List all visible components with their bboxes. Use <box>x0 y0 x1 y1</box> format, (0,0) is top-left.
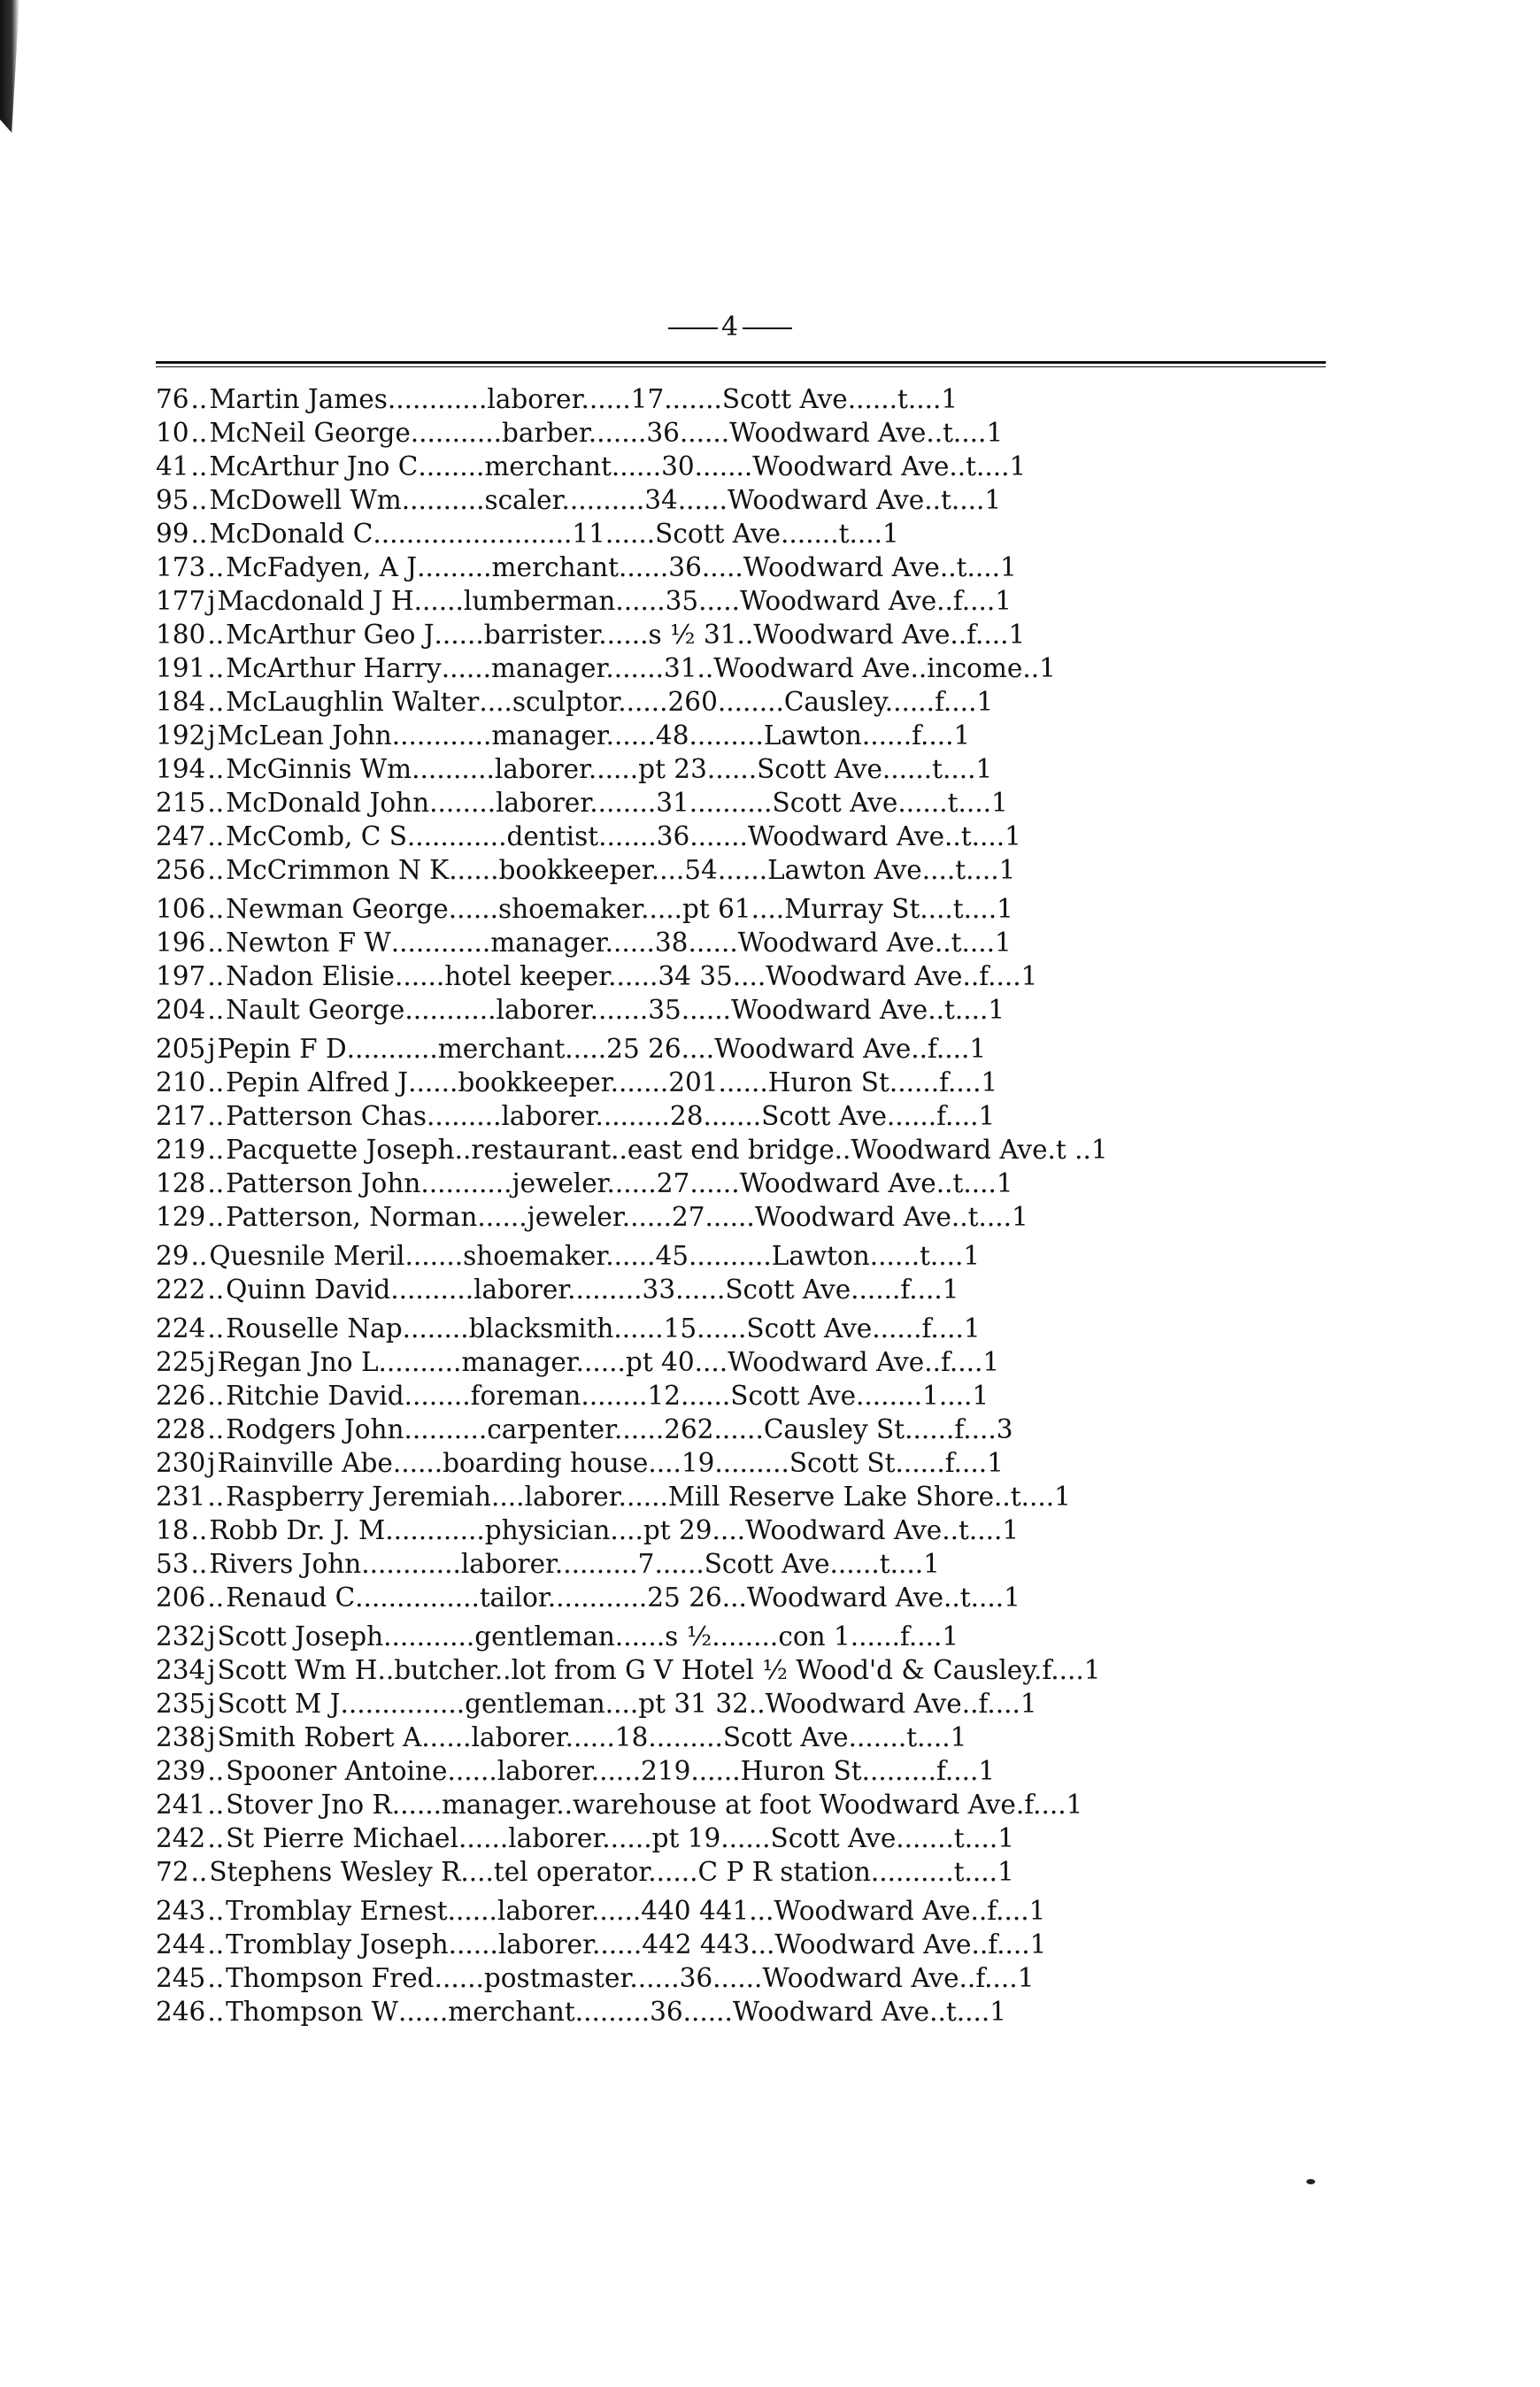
scan-speck <box>1306 2179 1315 2184</box>
entry-details-text: ......manager..warehouse at foot Woodward Ave.f....1 <box>391 1790 1083 1820</box>
entry-details-text: ......laborer......440 441...Woodward Ave..f....1 <box>447 1896 1046 1926</box>
entry-number: 41 <box>156 451 189 481</box>
entry-name: Pepin Alfred J <box>226 1067 409 1097</box>
entry-details-text: ......bookkeeper.......201......Huron St......f....1 <box>408 1067 998 1097</box>
entry-separator: .. <box>190 485 208 515</box>
entry-number: 234 <box>156 1655 206 1685</box>
entry-separator: .. <box>207 788 225 818</box>
entry-number: 72 <box>156 1857 189 1887</box>
entry-details <box>411 416 1333 450</box>
entry-details <box>447 1754 1333 1788</box>
entry-details <box>412 752 1333 786</box>
directory-entry <box>156 1200 1333 1234</box>
entry-separator: .. <box>207 1381 225 1411</box>
entry-details <box>391 926 1333 959</box>
directory-entry <box>156 450 1333 483</box>
entry-details <box>479 685 1333 719</box>
entry-name: McGinnis Wm <box>226 754 412 784</box>
entry-number: 217 <box>156 1101 206 1131</box>
directory-entry <box>156 993 1333 1027</box>
entry-name: Spooner Antoine <box>226 1756 448 1786</box>
directory-entry <box>156 1345 1333 1379</box>
entry-separator: j <box>207 1347 216 1377</box>
entry-details-text: ......bookkeeper....54......Lawton Ave....t....1 <box>449 855 1016 885</box>
entry-details-text: ......merchant.........36......Woodward Ave..t....1 <box>397 1997 1006 2027</box>
entry-details <box>442 651 1333 685</box>
entry-details <box>491 1480 1333 1513</box>
entry-details <box>377 1653 1333 1687</box>
entry-name: St Pierre Michael <box>226 1823 458 1853</box>
entry-separator: .. <box>190 418 208 448</box>
entry-details <box>435 618 1333 651</box>
entry-details-text: ............laborer......17.......Scott Ave......t....1 <box>387 384 959 414</box>
page-number-text: 4 <box>720 312 740 343</box>
entry-details <box>379 1345 1333 1379</box>
entry-details-text: ..........scaler..........34......Woodward Ave..t....1 <box>401 485 1002 515</box>
directory-entry <box>156 1894 1333 1928</box>
entry-details <box>455 1133 1333 1167</box>
entry-details-text: ...............gentleman....pt 31 32..Woodward Ave..f....1 <box>340 1689 1037 1719</box>
entry-name: Rouselle Nap <box>226 1313 403 1344</box>
entry-number: 235 <box>156 1689 206 1719</box>
entry-details-text: ............laborer..........7......Scott Ave......t....1 <box>361 1549 940 1579</box>
entry-details <box>373 517 1333 551</box>
entry-details-text: ........laborer........31..........Scott Ave......t....1 <box>429 788 1008 818</box>
directory-entry <box>156 786 1333 820</box>
directory-entry <box>156 685 1333 719</box>
directory-entry <box>156 1995 1333 2029</box>
entry-separator: .. <box>207 1313 225 1344</box>
entry-details-text: .........merchant......36.....Woodward Ave..t....1 <box>417 552 1017 582</box>
entry-separator: j <box>207 1034 216 1064</box>
entry-separator: .. <box>190 1857 208 1887</box>
directory-entry <box>156 1413 1333 1446</box>
entry-details <box>347 1032 1333 1066</box>
entry-details <box>407 820 1333 853</box>
entry-number: 215 <box>156 788 206 818</box>
entry-name: Martin James <box>209 384 388 414</box>
directory-entry <box>156 1273 1333 1306</box>
entry-details-text: ......lumberman......35.....Woodward Ave..f....1 <box>413 586 1013 616</box>
directory-entry <box>156 1133 1333 1167</box>
entry-separator: .. <box>207 821 225 851</box>
directory-entry <box>156 1687 1333 1721</box>
entry-name: McLaughlin Walter <box>226 687 480 717</box>
directory-entry <box>156 1239 1333 1273</box>
entry-details-text: ...........merchant.....25 26....Woodward Ave..f....1 <box>346 1034 987 1064</box>
directory-entry <box>156 1312 1333 1345</box>
entry-separator: .. <box>207 1896 225 1926</box>
entry-separator: .. <box>207 754 225 784</box>
directory-listing <box>156 382 1333 2029</box>
entry-number: 206 <box>156 1582 206 1613</box>
directory-entry <box>156 1513 1333 1547</box>
entry-number: 246 <box>156 1997 206 2027</box>
entry-number: 242 <box>156 1823 206 1853</box>
entry-details-text: .........laborer.........28.......Scott Ave......f....1 <box>427 1101 996 1131</box>
entry-details <box>392 1788 1333 1821</box>
entry-details-text: ......barrister......s ½ 31..Woodward Ave..f....1 <box>434 620 1026 650</box>
entry-name: Robb Dr. J. M <box>209 1515 386 1545</box>
directory-entry <box>156 1066 1333 1099</box>
entry-separator: .. <box>207 995 225 1025</box>
entry-number: 245 <box>156 1963 206 1993</box>
entry-name: McArthur Harry <box>226 653 442 683</box>
entry-details-text: ........blacksmith......15......Scott Ave......f....1 <box>402 1313 981 1344</box>
entry-separator: .. <box>207 1202 225 1232</box>
entry-details <box>398 1995 1333 2029</box>
entry-separator: .. <box>207 1963 225 1993</box>
entry-number: 197 <box>156 961 206 991</box>
entry-number: 177 <box>156 586 206 616</box>
directory-entry <box>156 719 1333 752</box>
entry-name: Macdonald J H <box>217 586 414 616</box>
entry-details <box>449 1928 1333 1961</box>
entry-number: 194 <box>156 754 206 784</box>
entry-name: Tromblay Ernest <box>226 1896 448 1926</box>
entry-separator: .. <box>190 1241 208 1271</box>
entry-name: Nadon Elisie <box>226 961 395 991</box>
entry-number: 10 <box>156 418 189 448</box>
directory-entry <box>156 1928 1333 1961</box>
entry-number: 226 <box>156 1381 206 1411</box>
entry-number: 29 <box>156 1241 189 1271</box>
scan-edge-mark <box>0 0 19 133</box>
entry-number: 232 <box>156 1621 206 1652</box>
entry-separator: .. <box>207 1067 225 1097</box>
directory-entry <box>156 1480 1333 1513</box>
entry-details <box>390 1273 1333 1306</box>
entry-details <box>448 1894 1333 1928</box>
entry-details <box>420 1167 1333 1200</box>
entry-name: Tromblay Joseph <box>226 1929 449 1960</box>
entry-details <box>403 1312 1333 1345</box>
entry-number: 18 <box>156 1515 189 1545</box>
page-number <box>0 312 1460 343</box>
entry-details <box>340 1687 1333 1721</box>
directory-entry <box>156 651 1333 685</box>
entry-number: 184 <box>156 687 206 717</box>
entry-separator: .. <box>207 552 225 582</box>
entry-details <box>408 1066 1333 1099</box>
directory-entry <box>156 1167 1333 1200</box>
entry-number: 238 <box>156 1722 206 1752</box>
entry-number: 241 <box>156 1790 206 1820</box>
directory-entry <box>156 483 1333 517</box>
entry-details-text: ......laborer......219......Huron St.........f....1 <box>447 1756 996 1786</box>
entry-separator: .. <box>207 1997 225 2027</box>
entry-number: 173 <box>156 552 206 582</box>
directory-entry <box>156 1721 1333 1754</box>
entry-details <box>421 1721 1333 1754</box>
entry-name: Stephens Wesley R <box>209 1857 461 1887</box>
entry-separator: .. <box>190 519 208 549</box>
entry-name: Thompson W <box>226 1997 398 2027</box>
entry-details <box>385 1513 1333 1547</box>
directory-entry <box>156 1788 1333 1821</box>
entry-name: Patterson, Norman <box>226 1202 478 1232</box>
directory-entry <box>156 959 1333 993</box>
entry-details-text: ............manager......38......Woodward Ave..t....1 <box>390 928 1012 958</box>
entry-number: 224 <box>156 1313 206 1344</box>
entry-name: Newman George <box>226 894 449 924</box>
entry-details-text: ...........barber.......36......Woodward Ave..t....1 <box>410 418 1004 448</box>
page-number-dash-left <box>668 327 718 329</box>
entry-details <box>458 1821 1333 1855</box>
entry-separator: .. <box>207 1929 225 1960</box>
entry-separator: .. <box>207 1823 225 1853</box>
entry-name: Pepin F D <box>217 1034 347 1064</box>
directory-entry <box>156 1379 1333 1413</box>
entry-details <box>392 719 1333 752</box>
entry-name: McDonald C <box>209 519 373 549</box>
entry-number: 53 <box>156 1549 189 1579</box>
entry-name: Newton F W <box>226 928 391 958</box>
header-rule <box>156 361 1326 364</box>
directory-entry <box>156 1620 1333 1653</box>
entry-name: McFadyen, A J <box>226 552 418 582</box>
entry-separator: .. <box>207 1414 225 1444</box>
entry-name: Scott M J <box>217 1689 341 1719</box>
entry-separator: j <box>207 1448 216 1478</box>
entry-number: 196 <box>156 928 206 958</box>
entry-details-text: ........foreman........12......Scott Ave........1....1 <box>404 1381 989 1411</box>
entry-details-text: ....laborer......Mill Reserve Lake Shore..t....1 <box>491 1482 1071 1512</box>
entry-number: 180 <box>156 620 206 650</box>
directory-entry <box>156 892 1333 926</box>
entry-details-text: ......shoemaker.....pt 61....Murray St....t....1 <box>448 894 1013 924</box>
entry-details <box>460 1855 1333 1889</box>
entry-details <box>449 853 1333 887</box>
entry-name: McComb, C S <box>226 821 407 851</box>
entry-details <box>383 1620 1333 1653</box>
entry-number: 205 <box>156 1034 206 1064</box>
entry-number: 99 <box>156 519 189 549</box>
entry-details-text: ............dentist.......36.......Woodward Ave..t....1 <box>406 821 1021 851</box>
entry-details <box>388 382 1333 416</box>
entry-number: 192 <box>156 720 206 751</box>
entry-separator: .. <box>207 1101 225 1131</box>
directory-entry <box>156 618 1333 651</box>
entry-details-text: ..........laborer......pt 23......Scott Ave......t....1 <box>412 754 993 784</box>
directory-entry <box>156 1032 1333 1066</box>
directory-entry <box>156 926 1333 959</box>
directory-entry <box>156 584 1333 618</box>
entry-details-text: ...............tailor............25 26...Woodward Ave..t....1 <box>355 1582 1020 1613</box>
entry-number: 106 <box>156 894 206 924</box>
entry-details <box>404 1239 1333 1273</box>
entry-name: Rainville Abe <box>217 1448 393 1478</box>
entry-number: 225 <box>156 1347 206 1377</box>
directory-entry <box>156 1099 1333 1133</box>
entry-name: Scott Joseph <box>217 1621 384 1652</box>
entry-name: McArthur Jno C <box>209 451 419 481</box>
entry-details <box>477 1200 1333 1234</box>
entry-name: McDowell Wm <box>209 485 402 515</box>
directory-entry <box>156 1581 1333 1614</box>
entry-details-text: ............physician....pt 29....Woodward Ave..t....1 <box>385 1515 1020 1545</box>
entry-number: 244 <box>156 1929 206 1960</box>
entry-name: McLean John <box>217 720 392 751</box>
entry-number: 95 <box>156 485 189 515</box>
entry-details-text: ......boarding house....19.........Scott St......f....1 <box>392 1448 1004 1478</box>
entry-details <box>404 1413 1333 1446</box>
header-rule-thin <box>156 366 1326 367</box>
entry-number: 222 <box>156 1274 206 1305</box>
entry-name: McCrimmon N K <box>226 855 450 885</box>
entry-name: Rivers John <box>209 1549 362 1579</box>
entry-separator: .. <box>207 1482 225 1512</box>
entry-number: 247 <box>156 821 206 851</box>
entry-number: 129 <box>156 1202 206 1232</box>
directory-entry <box>156 382 1333 416</box>
entry-separator: .. <box>190 384 208 414</box>
page-number-dash-right <box>743 327 792 329</box>
entry-separator: j <box>207 1689 216 1719</box>
entry-name: Pacquette Joseph <box>226 1135 455 1165</box>
entry-number: 191 <box>156 653 206 683</box>
entry-separator: .. <box>207 1790 225 1820</box>
entry-details <box>361 1547 1333 1581</box>
entry-details-text: ......manager.......31..Woodward Ave..income..1 <box>441 653 1056 683</box>
directory-entry <box>156 416 1333 450</box>
entry-name: McNeil George <box>209 418 411 448</box>
entry-details-text: ..butcher..lot from G V Hotel ½ Wood'd & Causley.f....1 <box>377 1655 1101 1685</box>
entry-separator: .. <box>207 1135 225 1165</box>
entry-separator: .. <box>207 928 225 958</box>
entry-details <box>402 483 1333 517</box>
entry-name: Rodgers John <box>226 1414 404 1444</box>
entry-details <box>427 1099 1333 1133</box>
entry-name: Renaud C <box>226 1582 356 1613</box>
entry-separator: .. <box>207 1274 225 1305</box>
entry-details-text: ......postmaster......36......Woodward Ave..f....1 <box>434 1963 1035 1993</box>
entry-separator: .. <box>190 1515 208 1545</box>
entry-separator: j <box>207 1655 216 1685</box>
entry-details-text: ......laborer......pt 19......Scott Ave.......t....1 <box>458 1823 1015 1853</box>
entry-number: 243 <box>156 1896 206 1926</box>
entry-details-text: ....tel operator......C P R station..........t....1 <box>460 1857 1014 1887</box>
directory-entry <box>156 1855 1333 1889</box>
entry-details <box>449 892 1333 926</box>
entry-separator: .. <box>190 451 208 481</box>
entry-details-text: ...........laborer.......35......Woodward Ave..t....1 <box>404 995 1005 1025</box>
entry-name: Stover Jno R <box>226 1790 392 1820</box>
entry-details <box>393 1446 1333 1480</box>
entry-separator: j <box>207 720 216 751</box>
entry-details-text: ...........gentleman......s ½........con 1......f....1 <box>383 1621 959 1652</box>
entry-details <box>435 1961 1333 1995</box>
directory-entry <box>156 517 1333 551</box>
entry-name: Raspberry Jeremiah <box>226 1482 492 1512</box>
directory-entry <box>156 1961 1333 1995</box>
entry-details-text: ......jeweler......27......Woodward Ave..t....1 <box>477 1202 1028 1232</box>
entry-separator: .. <box>207 894 225 924</box>
entry-details-text: ..........manager......pt 40....Woodward Ave..f....1 <box>378 1347 1000 1377</box>
entry-details <box>395 959 1333 993</box>
entry-separator: .. <box>207 1756 225 1786</box>
entry-number: 231 <box>156 1482 206 1512</box>
directory-entry <box>156 853 1333 887</box>
directory-entry <box>156 551 1333 584</box>
entry-details-text: ..restaurant..east end bridge..Woodward Ave.t ..1 <box>454 1135 1108 1165</box>
entry-separator: .. <box>207 653 225 683</box>
entry-separator: j <box>207 586 216 616</box>
directory-entry <box>156 1547 1333 1581</box>
entry-number: 219 <box>156 1135 206 1165</box>
entry-name: Thompson Fred <box>226 1963 435 1993</box>
directory-entry <box>156 1653 1333 1687</box>
entry-number: 128 <box>156 1168 206 1198</box>
entry-details-text: ...........jeweler......27......Woodward Ave..t....1 <box>420 1168 1013 1198</box>
entry-name: Quesnile Meril <box>209 1241 405 1271</box>
entry-number: 210 <box>156 1067 206 1097</box>
directory-entry <box>156 1446 1333 1480</box>
entry-details <box>418 450 1333 483</box>
entry-number: 230 <box>156 1448 206 1478</box>
entry-separator: .. <box>207 687 225 717</box>
entry-name: Patterson John <box>226 1168 421 1198</box>
entry-details-text: ......laborer......442 443...Woodward Ave..f....1 <box>448 1929 1047 1960</box>
directory-entry <box>156 1821 1333 1855</box>
directory-entry <box>156 752 1333 786</box>
entry-details-text: ....sculptor......260........Causley......f....1 <box>479 687 994 717</box>
entry-separator: .. <box>207 961 225 991</box>
entry-name: Quinn David <box>226 1274 391 1305</box>
entry-details <box>355 1581 1333 1614</box>
entry-number: 228 <box>156 1414 206 1444</box>
entry-name: McDonald John <box>226 788 430 818</box>
entry-details <box>429 786 1333 820</box>
entry-separator: .. <box>207 620 225 650</box>
entry-name: Regan Jno L <box>217 1347 379 1377</box>
entry-details-text: ......hotel keeper......34 35....Woodward Ave..f....1 <box>394 961 1038 991</box>
entry-details-text: .......shoemaker......45..........Lawton......t....1 <box>404 1241 981 1271</box>
entry-name: Nault George <box>226 995 405 1025</box>
entry-separator: .. <box>207 1168 225 1198</box>
entry-name: Patterson Chas <box>226 1101 427 1131</box>
directory-entry <box>156 820 1333 853</box>
entry-number: 76 <box>156 384 189 414</box>
entry-name: Scott Wm H <box>217 1655 378 1685</box>
directory-entry <box>156 1754 1333 1788</box>
entry-separator: j <box>207 1621 216 1652</box>
entry-details <box>417 551 1333 584</box>
entry-details-text: ........................11......Scott Ave.......t....1 <box>373 519 899 549</box>
entry-details <box>404 1379 1333 1413</box>
entry-number: 204 <box>156 995 206 1025</box>
entry-details-text: ..........laborer.........33......Scott Ave......f....1 <box>390 1274 959 1305</box>
entry-details-text: ......laborer......18.........Scott Ave.......t....1 <box>421 1722 967 1752</box>
entry-separator: .. <box>207 855 225 885</box>
entry-details-text: ............manager......48.........Lawton......f....1 <box>391 720 971 751</box>
entry-details-text: ..........carpenter......262......Causley St......f....3 <box>404 1414 1013 1444</box>
entry-name: Ritchie David <box>226 1381 404 1411</box>
entry-name: Smith Robert A <box>217 1722 422 1752</box>
entry-separator: .. <box>207 1582 225 1613</box>
entry-details-text: ........merchant......30.......Woodward Ave..t....1 <box>418 451 1027 481</box>
entry-number: 256 <box>156 855 206 885</box>
entry-details <box>404 993 1333 1027</box>
entry-separator: j <box>207 1722 216 1752</box>
entry-number: 239 <box>156 1756 206 1786</box>
entry-details <box>414 584 1333 618</box>
entry-separator: .. <box>190 1549 208 1579</box>
entry-name: McArthur Geo J <box>226 620 435 650</box>
